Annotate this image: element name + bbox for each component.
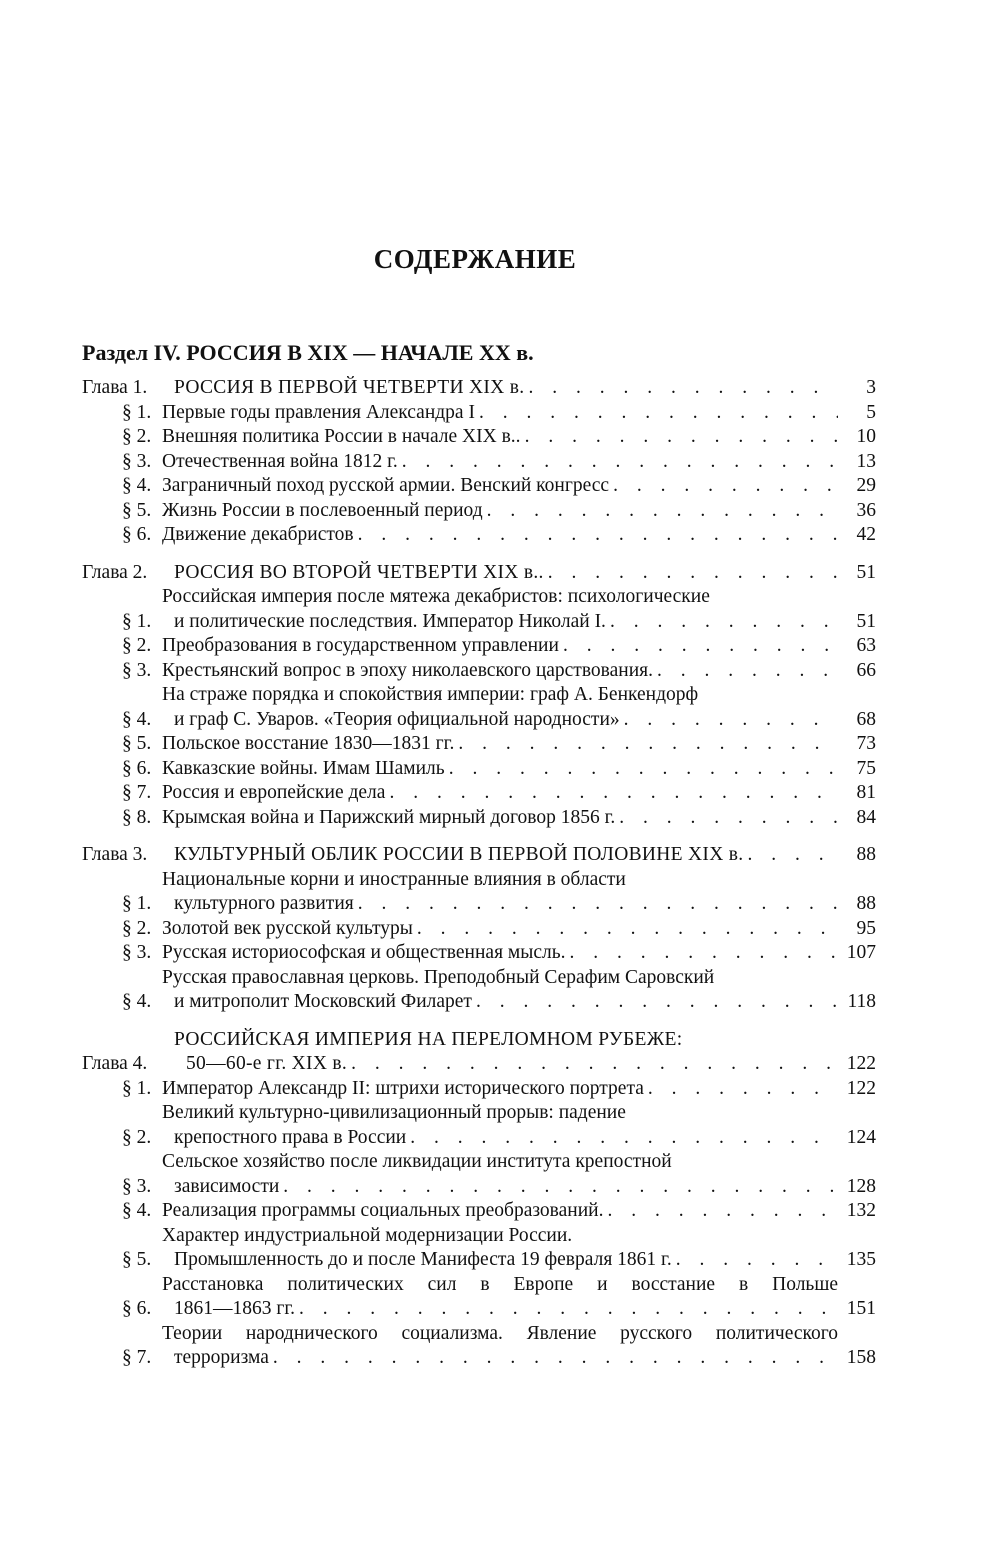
page-number: 3: [866, 377, 876, 398]
paragraph-entry-label: § 8.: [122, 806, 152, 828]
paragraph-entry-label: § 5.: [122, 733, 152, 754]
paragraph-entry: [82, 1150, 876, 1199]
dot-leader: [603, 1199, 838, 1224]
entry-line-text: и граф С. Уваров. «Теория официальной народности»: [174, 708, 620, 730]
paragraph-entry-text: [162, 1273, 838, 1322]
paragraph-entry-label: § 4.: [122, 1200, 152, 1221]
entry-line: [162, 1101, 838, 1126]
paragraph-entry-label: § 2.: [122, 426, 152, 447]
paragraph-entry-label: § 4.: [122, 708, 152, 730]
entry-line-text: Теории народнического социализма. Явление русского политического: [162, 1322, 838, 1344]
page-number: 36: [856, 499, 876, 521]
entry-line: [162, 1175, 838, 1200]
paragraph-entry-label: § 5.: [122, 1249, 152, 1270]
dot-leader: [566, 941, 838, 966]
paragraph-entry: [82, 966, 876, 1015]
entry-line-text: Движение декабристов: [162, 524, 354, 545]
chapter-entry: [82, 843, 876, 868]
page-number: 84: [856, 806, 876, 828]
entry-line: [162, 634, 838, 659]
entry-line: [162, 757, 838, 782]
paragraph-entry: [82, 1273, 876, 1322]
page-number: 75: [856, 757, 876, 779]
paragraph-entry: [82, 401, 876, 426]
entry-line-text: Промышленность до и после Манифеста 19 февраля 1861 г.: [174, 1249, 672, 1270]
page-number: 88: [856, 844, 876, 865]
paragraph-entry: [82, 1077, 876, 1102]
dot-leader: [398, 450, 838, 475]
dot-leader: [606, 610, 838, 635]
entry-line: [162, 1346, 838, 1371]
paragraph-entry-label: § 6.: [122, 757, 152, 779]
dot-leader: [295, 1297, 838, 1322]
entry-line: [162, 523, 838, 548]
page-number: 124: [846, 1126, 876, 1148]
entry-line-text: 50—60-е гг. XIX в.: [186, 1053, 348, 1074]
entry-line: [174, 1052, 838, 1077]
paragraph-entry-label: § 5.: [122, 499, 152, 521]
page-number: 73: [856, 733, 876, 754]
dot-leader: [454, 732, 838, 757]
dot-leader: [385, 781, 838, 806]
paragraph-entry: [82, 450, 876, 475]
paragraph-entry-text: [162, 474, 838, 499]
entry-line-text: Характер индустриальной модернизации России.: [162, 1224, 573, 1246]
paragraph-entry: [82, 585, 876, 634]
entry-line-text: Реализация программы социальных преобразований.: [162, 1200, 604, 1221]
chapter-entry-text: [174, 376, 838, 401]
chapter-entry: [82, 561, 876, 586]
paragraph-entry-label: § 2.: [122, 917, 152, 939]
dot-leader: [559, 634, 838, 659]
page-number: 63: [856, 635, 876, 656]
entry-line-text: Крымская война и Парижский мирный договор 1856 г.: [162, 806, 616, 828]
entry-line: [162, 659, 838, 684]
entry-line-text: зависимости: [174, 1175, 280, 1197]
entry-line: [162, 585, 838, 610]
entry-line-text: На страже порядка и спокойствия империи: граф А. Бенкендорф: [162, 684, 699, 705]
dot-leader: [472, 990, 838, 1015]
page-number: 51: [856, 561, 876, 583]
paragraph-entry-label: § 6.: [122, 1298, 152, 1319]
dot-leader: [544, 561, 838, 586]
entry-line: [162, 401, 838, 426]
entry-line: [162, 425, 838, 450]
entry-line: [174, 561, 838, 586]
paragraph-entry-label: § 3.: [122, 1175, 152, 1197]
paragraph-entry: [82, 1199, 876, 1224]
dot-leader: [620, 708, 838, 733]
entry-line: [162, 610, 838, 635]
entry-line: [162, 683, 838, 708]
entry-line-text: Отечественная война 1812 г.: [162, 450, 398, 472]
paragraph-entry-text: [162, 425, 838, 450]
paragraph-entry-text: [162, 1199, 838, 1224]
paragraph-entry: [82, 1322, 876, 1371]
paragraph-entry-text: [162, 1322, 838, 1371]
page-number: 122: [846, 1077, 876, 1099]
page-number: 81: [856, 782, 876, 803]
entry-line-text: Русская историософская и общественная мысль.: [162, 942, 566, 963]
chapter-block: [82, 843, 876, 1015]
entry-line-text: Расстановка политических сил в Европе и восстание в Польше: [162, 1273, 838, 1295]
paragraph-entry: [82, 868, 876, 917]
paragraph-entry-label: § 1.: [122, 893, 152, 914]
entry-line: [162, 1322, 838, 1347]
chapter-block: [82, 1028, 876, 1371]
chapter-entry-text: [174, 1028, 838, 1077]
entry-line-text: культурного развития: [174, 893, 354, 914]
entry-line: [162, 1224, 838, 1249]
chapter-entry-label: Глава 4.: [82, 1053, 148, 1074]
entry-line-text: терроризма: [174, 1347, 269, 1368]
entry-line-text: Заграничный поход русской армии. Венский конгресс: [162, 475, 610, 496]
paragraph-entry-label: § 6.: [122, 524, 152, 545]
chapter-entry-label: Глава 1.: [82, 377, 148, 398]
entry-line: [162, 1199, 838, 1224]
entry-line: [174, 843, 838, 868]
entry-line-text: Великий культурно-цивилизационный прорыв: падение: [162, 1102, 626, 1123]
dot-leader: [354, 523, 838, 548]
page-number: 118: [847, 991, 876, 1012]
entry-line: [162, 781, 838, 806]
entry-line-text: 1861—1863 гг.: [174, 1298, 296, 1319]
entry-line: [174, 1028, 838, 1053]
page-number: 122: [846, 1053, 876, 1074]
paragraph-entry: [82, 499, 876, 524]
entry-line-text: РОССИЙСКАЯ ИМПЕРИЯ НА ПЕРЕЛОМНОМ РУБЕЖЕ:: [174, 1028, 683, 1050]
page-number: 66: [856, 659, 876, 681]
paragraph-entry-text: [162, 1150, 838, 1199]
chapter-entry: [82, 1028, 876, 1077]
page-number: 68: [856, 708, 876, 730]
page-number: 10: [856, 426, 876, 447]
entry-line-text: Император Александр II: штрихи исторического портрета: [162, 1077, 644, 1099]
paragraph-entry-text: [162, 1101, 838, 1150]
paragraph-entry-text: [162, 917, 838, 942]
page-title: СОДЕРЖАНИЕ: [373, 244, 577, 274]
paragraph-entry-label: § 1.: [122, 610, 152, 632]
paragraph-entry-label: § 1.: [122, 1077, 152, 1099]
paragraph-entry-label: § 1.: [122, 401, 152, 423]
page-number: 5: [866, 401, 876, 423]
page-number: 135: [846, 1249, 876, 1270]
chapter-block: [82, 376, 876, 548]
dot-leader: [483, 499, 838, 524]
dot-leader: [269, 1346, 838, 1371]
entry-line-text: Жизнь России в послевоенный период: [162, 499, 483, 521]
entry-line-text: КУЛЬТУРНЫЙ ОБЛИК РОССИИ В ПЕРВОЙ ПОЛОВИНЕ XIX в.: [174, 844, 744, 865]
entry-line: [162, 806, 838, 831]
entry-line: [162, 1248, 838, 1273]
entry-line: [162, 868, 838, 893]
paragraph-entry: [82, 806, 876, 831]
dot-leader: [413, 917, 838, 942]
dot-leader: [445, 757, 838, 782]
entry-line-text: и политические последствия. Император Николай I.: [174, 610, 606, 632]
entry-line: [162, 1297, 838, 1322]
paragraph-entry-label: § 4.: [122, 991, 152, 1012]
dot-leader: [279, 1175, 838, 1200]
paragraph-entry-label: § 2.: [122, 635, 152, 656]
page-number: 151: [846, 1298, 876, 1319]
paragraph-entry-text: [162, 732, 838, 757]
dot-leader: [406, 1126, 838, 1151]
paragraph-entry-text: [162, 523, 838, 548]
entry-line-text: Золотой век русской культуры: [162, 917, 413, 939]
chapter-block: [82, 561, 876, 831]
page-number: 13: [856, 450, 876, 472]
paragraph-entry-label: § 7.: [122, 1347, 152, 1368]
paragraph-entry: [82, 425, 876, 450]
entry-line: [162, 1077, 838, 1102]
paragraph-entry: [82, 523, 876, 548]
dot-leader: [354, 892, 838, 917]
paragraph-entry-text: [162, 757, 838, 782]
entry-line-text: Внешняя политика России в начале XIX в..: [162, 426, 521, 447]
dot-leader: [615, 806, 838, 831]
chapter-entry: [82, 376, 876, 401]
paragraph-entry: [82, 1224, 876, 1273]
entry-line-text: Русская православная церковь. Преподобный Серафим Саровский: [162, 966, 715, 988]
entry-line: [174, 376, 838, 401]
dot-leader: [644, 1077, 838, 1102]
paragraph-entry-text: [162, 401, 838, 426]
entry-line: [162, 941, 838, 966]
paragraph-entry: [82, 659, 876, 684]
dot-leader: [672, 1248, 838, 1273]
entry-line-text: Польское восстание 1830—1831 гг.: [162, 733, 455, 754]
page-number: 107: [846, 942, 876, 963]
entry-line-text: РОССИЯ В ПЕРВОЙ ЧЕТВЕРТИ XIX в.: [174, 377, 525, 398]
paragraph-entry-text: [162, 499, 838, 524]
entry-line: [162, 892, 838, 917]
paragraph-entry-text: [162, 941, 838, 966]
entry-line: [162, 917, 838, 942]
entry-line: [162, 450, 838, 475]
entry-line: [162, 966, 838, 991]
page-number: 29: [856, 475, 876, 496]
entry-line-text: Первые годы правления Александра I: [162, 401, 475, 423]
page-number: 95: [856, 917, 876, 939]
paragraph-entry: [82, 634, 876, 659]
paragraph-entry: [82, 781, 876, 806]
dot-leader: [347, 1052, 838, 1077]
entry-line-text: крепостного права в России: [174, 1126, 407, 1148]
table-of-contents: [82, 376, 876, 1384]
page-number: 51: [856, 610, 876, 632]
page-number: 128: [846, 1175, 876, 1197]
page-number: 88: [856, 893, 876, 914]
paragraph-entry-text: [162, 1077, 838, 1102]
paragraph-entry: [82, 732, 876, 757]
entry-line: [162, 499, 838, 524]
entry-line: [162, 708, 838, 733]
entry-line-text: РОССИЯ ВО ВТОРОЙ ЧЕТВЕРТИ XIX в..: [174, 561, 544, 583]
chapter-entry-text: [174, 561, 838, 586]
paragraph-entry-text: [162, 1224, 838, 1273]
entry-line: [162, 1126, 838, 1151]
entry-line-text: Кавказские войны. Имам Шамиль: [162, 757, 445, 779]
paragraph-entry: [82, 917, 876, 942]
page-number: 132: [846, 1200, 876, 1221]
paragraph-entry: [82, 757, 876, 782]
entry-line-text: Россия и европейские дела: [162, 782, 386, 803]
paragraph-entry-label: § 7.: [122, 782, 152, 803]
page-number: 42: [856, 524, 876, 545]
entry-line-text: Крестьянский вопрос в эпоху николаевского царствования.: [162, 659, 653, 681]
paragraph-entry-text: [162, 966, 838, 1015]
paragraph-entry-label: § 4.: [122, 475, 152, 496]
entry-line-text: Национальные корни и иностранные влияния в области: [162, 868, 626, 890]
dot-leader: [609, 474, 838, 499]
entry-line: [162, 990, 838, 1015]
paragraph-entry-label: § 3.: [122, 450, 152, 472]
paragraph-entry-label: § 3.: [122, 659, 152, 681]
paragraph-entry-text: [162, 806, 838, 831]
paragraph-entry-text: [162, 634, 838, 659]
paragraph-entry-text: [162, 585, 838, 634]
dot-leader: [653, 659, 838, 684]
entry-line: [162, 732, 838, 757]
dot-leader: [521, 425, 838, 450]
paragraph-entry-text: [162, 781, 838, 806]
entry-line-text: Сельское хозяйство после ликвидации института крепостной: [162, 1151, 672, 1172]
entry-line-text: Преобразования в государственном управлении: [162, 635, 559, 656]
paragraph-entry: [82, 683, 876, 732]
paragraph-entry-label: § 2.: [122, 1126, 152, 1148]
section-title: Раздел IV. РОССИЯ В XIX — НАЧАЛЕ XX в.: [82, 340, 534, 365]
entry-line-text: и митрополит Московский Филарет: [174, 991, 472, 1012]
entry-line: [162, 1150, 838, 1175]
chapter-entry-label: Глава 3.: [82, 844, 148, 865]
dot-leader: [743, 843, 838, 868]
entry-line-text: Российская империя после мятежа декабристов: психологические: [162, 586, 710, 607]
paragraph-entry-text: [162, 683, 838, 732]
chapter-entry-label: Глава 2.: [82, 561, 148, 583]
paragraph-entry-label: § 3.: [122, 942, 152, 963]
chapter-entry-text: [174, 843, 838, 868]
paragraph-entry-text: [162, 450, 838, 475]
entry-line: [162, 1273, 838, 1298]
dot-leader: [475, 401, 838, 426]
paragraph-entry: [82, 1101, 876, 1150]
page-number: 158: [846, 1347, 876, 1368]
entry-line: [162, 474, 838, 499]
paragraph-entry-text: [162, 659, 838, 684]
dot-leader: [524, 376, 838, 401]
paragraph-entry-text: [162, 868, 838, 917]
paragraph-entry: [82, 941, 876, 966]
paragraph-entry: [82, 474, 876, 499]
